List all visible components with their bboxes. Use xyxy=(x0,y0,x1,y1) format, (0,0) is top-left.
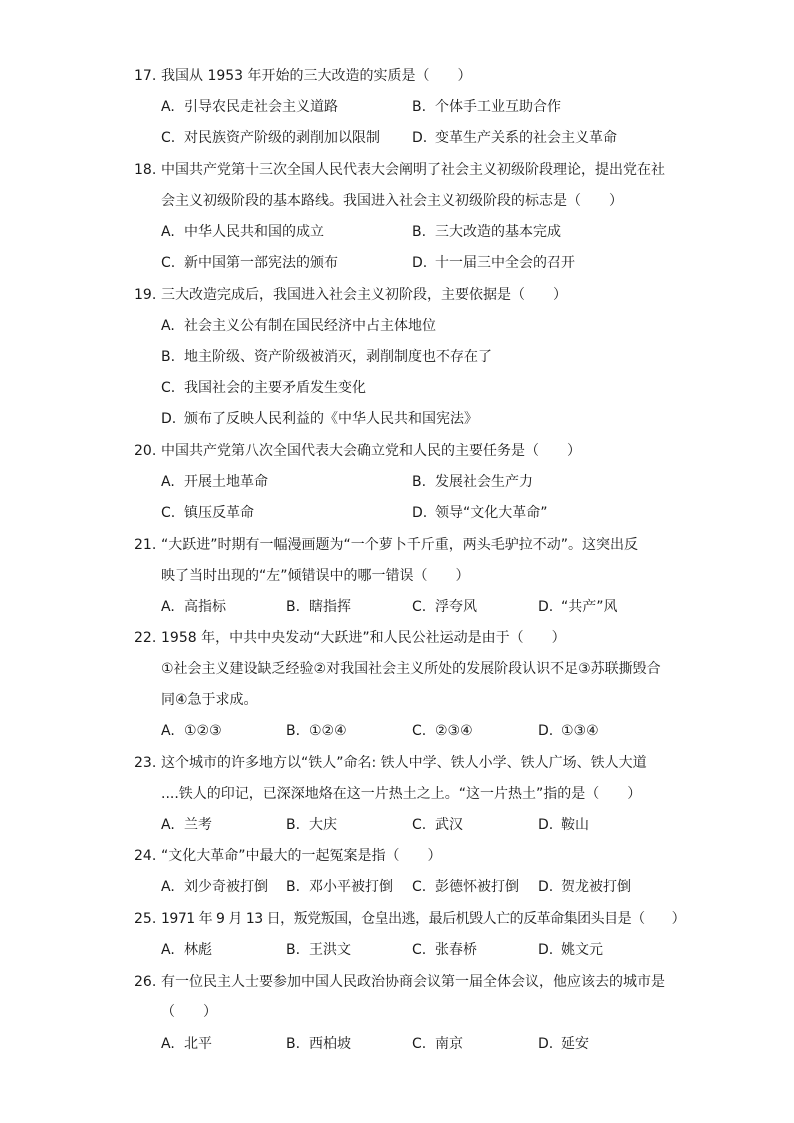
question-stem: 1971 年 9 月 13 日，叛党叛国，仓皇出逃，最后机毁人亡的反革命集团头目是（ ） xyxy=(161,911,686,927)
option-text: 中华人民共和国的成立 xyxy=(184,224,324,240)
option-label: C. xyxy=(161,130,176,146)
question-stem: ①社会主义建设缺乏经验②对我国社会主义所处的发展阶段认识不足③苏联撕毁合 xyxy=(161,661,661,677)
option-label: A. xyxy=(161,817,175,833)
option-label: C. xyxy=(161,505,176,521)
option-label: C. xyxy=(412,942,427,958)
option-label: C. xyxy=(161,255,176,271)
option-label: B. xyxy=(286,879,301,895)
question-stem: “文化大革命”中最大的一起冤案是指（ ） xyxy=(161,848,442,864)
option-label: D. xyxy=(538,817,554,833)
option-text: 彭德怀被打倒 xyxy=(435,879,519,895)
question-number: 26. xyxy=(134,974,157,990)
option-text: “共产”风 xyxy=(561,599,618,615)
question-number: 20. xyxy=(134,443,157,459)
question-number: 17. xyxy=(134,68,157,84)
option-text: 鞍山 xyxy=(561,817,589,833)
option-text: 发展社会生产力 xyxy=(435,474,533,490)
question-stem: 这个城市的许多地方以“铁人”命名: 铁人中学、铁人小学、铁人广场、铁人大道 xyxy=(161,755,647,771)
question-stem: 三大改造完成后，我国进入社会主义初阶段，主要依据是（ ） xyxy=(161,287,567,303)
option-label: D. xyxy=(412,255,428,271)
option-label: B. xyxy=(286,942,301,958)
question-stem: 我国从 1953 年开始的三大改造的实质是（ ） xyxy=(161,68,472,84)
option-text: 我国社会的主要矛盾发生变化 xyxy=(184,380,366,396)
option-text: 贺龙被打倒 xyxy=(561,879,631,895)
option-text: 开展土地革命 xyxy=(184,474,268,490)
option-label: A. xyxy=(161,224,175,240)
option-label: A. xyxy=(161,474,175,490)
question-stem: 有一位民主人士要参加中国人民政治协商会议第一届全体会议，他应该去的城市是 xyxy=(161,974,665,990)
option-label: A. xyxy=(161,318,175,334)
option-text: 王洪文 xyxy=(309,942,351,958)
question-number: 23. xyxy=(134,755,157,771)
option-label: D. xyxy=(161,411,177,427)
option-label: A. xyxy=(161,599,175,615)
question-number: 22. xyxy=(134,630,157,646)
question-stem: 会主义初级阶段的基本路线。我国进入社会主义初级阶段的标志是（ ） xyxy=(161,193,623,209)
option-text: 引导农民走社会主义道路 xyxy=(184,99,338,115)
option-text: 邓小平被打倒 xyxy=(309,879,393,895)
option-label: B. xyxy=(412,474,427,490)
option-text: 个体手工业互助合作 xyxy=(435,99,561,115)
option-label: C. xyxy=(412,1036,427,1052)
option-text: 南京 xyxy=(435,1036,463,1052)
option-label: A. xyxy=(161,879,175,895)
option-text: 高指标 xyxy=(184,599,226,615)
option-text: 刘少奇被打倒 xyxy=(184,879,268,895)
option-text: 新中国第一部宪法的颁布 xyxy=(184,255,338,271)
option-text: 姚文元 xyxy=(561,942,603,958)
question-stem: （ ） xyxy=(161,1004,217,1020)
option-text: 张春桥 xyxy=(435,942,477,958)
option-label: C. xyxy=(412,599,427,615)
option-label: B. xyxy=(286,1036,301,1052)
option-text: 三大改造的基本完成 xyxy=(435,224,561,240)
option-label: A. xyxy=(161,723,175,739)
option-text: ①③④ xyxy=(561,723,599,739)
option-text: 颁布了反映人民利益的《中华人民共和国宪法》 xyxy=(184,411,478,427)
option-text: 大庆 xyxy=(309,817,337,833)
question-stem: 1958 年，中共中央发动“大跃进”和人民公社运动是由于（ ） xyxy=(161,630,566,646)
question-stem: 中国共产党第八次全国代表大会确立党和人民的主要任务是（ ） xyxy=(161,443,581,459)
option-label: B. xyxy=(286,817,301,833)
option-label: C. xyxy=(412,879,427,895)
question-stem: “大跃进”时期有一幅漫画题为“一个萝卜千斤重，两头毛驴拉不动”。这突出反 xyxy=(161,537,639,553)
option-text: 浮夸风 xyxy=(435,599,477,615)
option-label: D. xyxy=(538,599,554,615)
option-label: B. xyxy=(412,99,427,115)
option-label: A. xyxy=(161,1036,175,1052)
option-label: B. xyxy=(286,723,301,739)
option-text: ①②④ xyxy=(309,723,347,739)
question-number: 19. xyxy=(134,287,157,303)
option-text: 对民族资产阶级的剥削加以限制 xyxy=(184,130,380,146)
option-label: D. xyxy=(412,130,428,146)
option-text: ①②③ xyxy=(184,723,222,739)
option-text: 领导“文化大革命” xyxy=(435,505,548,521)
option-label: A. xyxy=(161,942,175,958)
question-number: 25. xyxy=(134,911,157,927)
option-text: 林彪 xyxy=(184,942,212,958)
question-number: 21. xyxy=(134,537,157,553)
option-text: 镇压反革命 xyxy=(184,505,254,521)
option-label: A. xyxy=(161,99,175,115)
option-label: D. xyxy=(538,879,554,895)
question-stem: 映了当时出现的“左”倾错误中的哪一错误（ ） xyxy=(161,568,470,584)
option-label: B. xyxy=(161,349,176,365)
option-text: 社会主义公有制在国民经济中占主体地位 xyxy=(184,318,436,334)
option-label: B. xyxy=(412,224,427,240)
option-label: D. xyxy=(538,1036,554,1052)
option-text: 地主阶级、资产阶级被消灭，剥削制度也不存在了 xyxy=(184,349,492,365)
question-stem: ....铁人的印记，已深深地烙在这一片热土之上。“这一片热土”指的是（ ） xyxy=(161,786,642,802)
question-stem: 中国共产党第十三次全国人民代表大会阐明了社会主义初级阶段理论，提出党在社 xyxy=(161,162,665,178)
option-label: D. xyxy=(538,723,554,739)
option-label: B. xyxy=(286,599,301,615)
option-text: 兰考 xyxy=(184,817,212,833)
option-text: 武汉 xyxy=(435,817,463,833)
option-label: C. xyxy=(412,817,427,833)
option-text: ②③④ xyxy=(435,723,473,739)
question-stem: 同④急于求成。 xyxy=(161,692,258,708)
option-label: C. xyxy=(161,380,176,396)
option-label: C. xyxy=(412,723,427,739)
option-text: 瞎指挥 xyxy=(309,599,351,615)
option-label: D. xyxy=(412,505,428,521)
question-number: 24. xyxy=(134,848,157,864)
option-text: 变革生产关系的社会主义革命 xyxy=(435,130,617,146)
question-number: 18. xyxy=(134,162,157,178)
option-text: 十一届三中全会的召开 xyxy=(435,255,575,271)
option-text: 北平 xyxy=(184,1036,212,1052)
option-label: D. xyxy=(538,942,554,958)
option-text: 延安 xyxy=(561,1036,589,1052)
option-text: 西柏坡 xyxy=(309,1036,351,1052)
